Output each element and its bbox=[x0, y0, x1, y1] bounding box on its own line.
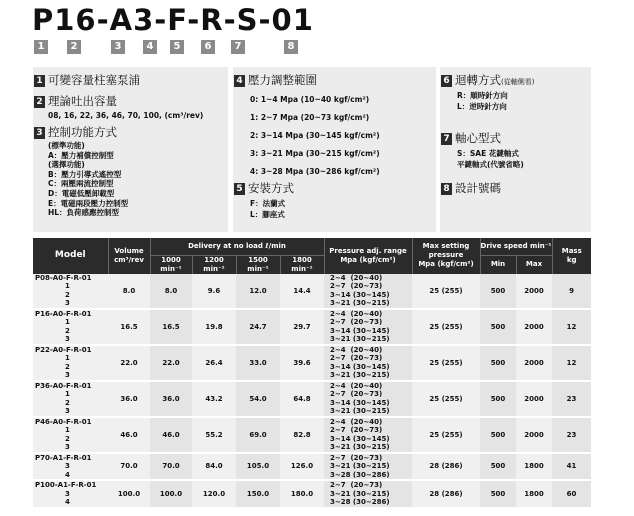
section-title: 軸心型式 bbox=[455, 131, 501, 145]
section-number: 6 bbox=[441, 75, 452, 87]
volume-cell: 16.5 bbox=[108, 309, 150, 345]
option-line: E：電磁兩段壓力控制型 bbox=[48, 198, 129, 208]
model-cell bbox=[33, 480, 108, 508]
model-code: 3 bbox=[65, 489, 70, 498]
model-code: P70-A1-F-R-01 bbox=[35, 453, 92, 462]
model-cell bbox=[33, 417, 108, 453]
option-line: L：逆時針方向 bbox=[457, 102, 507, 111]
code-position-2: 2 bbox=[67, 40, 81, 54]
max-pressure-cell: 25 (255) bbox=[412, 309, 480, 345]
model-code-title: P16-A3-F-R-S-01 bbox=[32, 3, 314, 37]
header-rpm-1500: 1500 min⁻¹ bbox=[236, 255, 280, 274]
option-line: 2: 3~14 Mpa (30~145 kgf/cm²) bbox=[250, 131, 380, 140]
section-title: 迴轉方式 bbox=[455, 73, 501, 87]
model-code: 2 bbox=[65, 434, 70, 443]
option-line: 1: 2~7 Mpa (20~73 kgf/cm²) bbox=[250, 113, 370, 122]
pressure-range: 2~7 (20~73) bbox=[330, 453, 383, 462]
code-position-7: 7 bbox=[231, 40, 245, 54]
speed-min-cell: 500 bbox=[480, 453, 516, 481]
speed-max-cell: 2000 bbox=[516, 417, 552, 453]
option-line: (選擇功能) bbox=[48, 160, 85, 170]
section-number: 2 bbox=[34, 96, 45, 108]
table-row bbox=[33, 453, 591, 481]
model-code: P22-A0-F-R-01 bbox=[35, 345, 92, 354]
speed-min-cell: 500 bbox=[480, 274, 516, 309]
header-pressure-range: Pressure adj. range Mpa (kgf/cm²) bbox=[324, 238, 412, 274]
delivery-1000-cell: 36.0 bbox=[150, 381, 192, 417]
delivery-1500-cell: 105.0 bbox=[236, 453, 280, 481]
header-drive-speed: Drive speed min⁻¹ bbox=[480, 238, 552, 255]
delivery-1800-cell: 14.4 bbox=[280, 274, 324, 309]
delivery-1200-cell: 26.4 bbox=[192, 345, 236, 381]
speed-min-cell: 500 bbox=[480, 345, 516, 381]
model-code: 2 bbox=[65, 398, 70, 407]
section-number: 3 bbox=[34, 127, 45, 139]
table-row bbox=[33, 309, 591, 345]
code-position-8: 8 bbox=[284, 40, 298, 54]
pressure-range: 3~28 (30~286) bbox=[330, 498, 390, 506]
model-code: 2 bbox=[65, 362, 70, 371]
volume-cell: 8.0 bbox=[108, 274, 150, 309]
pressure-range-cell bbox=[324, 345, 412, 381]
max-pressure-cell: 25 (255) bbox=[412, 274, 480, 309]
option-line: 4: 3~28 Mpa (30~286 kgf/cm²) bbox=[250, 167, 380, 176]
delivery-1000-cell: 22.0 bbox=[150, 345, 192, 381]
header-volume: Volume cm³/rev bbox=[108, 238, 150, 274]
delivery-1000-cell: 46.0 bbox=[150, 417, 192, 453]
pressure-range: 2~7 (20~73) bbox=[330, 282, 383, 290]
speed-max-cell: 1800 bbox=[516, 480, 552, 508]
mounting-options bbox=[234, 198, 294, 220]
option-line: F：法蘭式 bbox=[250, 199, 286, 208]
pressure-range-cell bbox=[324, 417, 412, 453]
speed-max-cell: 1800 bbox=[516, 453, 552, 481]
section-note: (從軸側看) bbox=[501, 78, 535, 86]
pressure-range: 2~4 (20~40) bbox=[330, 273, 383, 282]
delivery-1500-cell: 24.7 bbox=[236, 309, 280, 345]
model-code: 1 bbox=[65, 354, 70, 362]
header-speed-max: Max bbox=[516, 255, 552, 274]
delivery-1800-cell: 180.0 bbox=[280, 480, 324, 508]
pressure-range: 3~21 (30~215) bbox=[330, 371, 390, 379]
model-code: 3 bbox=[65, 371, 70, 379]
delivery-1000-cell: 100.0 bbox=[150, 480, 192, 508]
max-pressure-cell: 25 (255) bbox=[412, 381, 480, 417]
volume-cell: 100.0 bbox=[108, 480, 150, 508]
header-delivery: Delivery at no load ℓ/min bbox=[150, 238, 324, 255]
model-code: 1 bbox=[65, 426, 70, 434]
model-code: 1 bbox=[65, 282, 70, 290]
pressure-range-cell bbox=[324, 480, 412, 508]
pressure-range-cell bbox=[324, 453, 412, 481]
pressure-range: 3~21 (30~215) bbox=[330, 489, 390, 498]
header-speed-min: Min bbox=[480, 255, 516, 274]
volume-cell: 22.0 bbox=[108, 345, 150, 381]
delivery-1000-cell: 16.5 bbox=[150, 309, 192, 345]
delivery-1800-cell: 82.8 bbox=[280, 417, 324, 453]
pressure-range: 2~7 (20~73) bbox=[330, 354, 383, 362]
pressure-range-cell bbox=[324, 381, 412, 417]
pressure-range: 2~4 (20~40) bbox=[330, 381, 383, 390]
model-code: 3 bbox=[65, 462, 70, 470]
table-row bbox=[33, 345, 591, 381]
delivery-1200-cell: 55.2 bbox=[192, 417, 236, 453]
pressure-range: 3~14 (30~145) bbox=[330, 398, 390, 407]
model-code: 2 bbox=[65, 290, 70, 299]
pressure-range: 3~21 (30~215) bbox=[330, 407, 390, 415]
model-code: 4 bbox=[65, 498, 70, 506]
section-title: 可變容量柱塞泵浦 bbox=[48, 73, 140, 87]
section-number: 8 bbox=[441, 183, 452, 195]
pressure-range-cell bbox=[324, 309, 412, 345]
delivery-1800-cell: 64.8 bbox=[280, 381, 324, 417]
mass-cell: 23 bbox=[552, 381, 591, 417]
max-pressure-cell: 25 (255) bbox=[412, 345, 480, 381]
speed-max-cell: 2000 bbox=[516, 309, 552, 345]
volume-list: 08, 16, 22, 36, 46, 70, 100, (cm³/rev) bbox=[48, 111, 204, 120]
option-line: (標準功能) bbox=[48, 141, 85, 150]
model-code: 1 bbox=[65, 318, 70, 326]
mass-cell: 23 bbox=[552, 417, 591, 453]
model-code: 3 bbox=[65, 443, 70, 451]
code-position-5: 5 bbox=[170, 40, 184, 54]
option-line: L：腳座式 bbox=[250, 210, 285, 219]
shaft-options bbox=[441, 148, 524, 170]
max-pressure-cell: 28 (286) bbox=[412, 453, 480, 481]
header-rpm-1000: 1000 min⁻¹ bbox=[150, 255, 192, 274]
delivery-1500-cell: 33.0 bbox=[236, 345, 280, 381]
model-cell bbox=[33, 274, 108, 309]
max-pressure-cell: 25 (255) bbox=[412, 417, 480, 453]
table-row bbox=[33, 480, 591, 508]
option-line: C：兩壓兩流控制型 bbox=[48, 179, 114, 189]
spec-table bbox=[33, 238, 591, 509]
pressure-range-cell bbox=[324, 274, 412, 309]
pressure-range: 2~4 (20~40) bbox=[330, 345, 383, 354]
option-line: 平鍵軸式(代號省略) bbox=[457, 160, 524, 169]
pressure-range: 2~7 (20~73) bbox=[330, 318, 383, 326]
section-3 bbox=[34, 124, 128, 218]
section-7 bbox=[441, 130, 524, 170]
delivery-1500-cell: 12.0 bbox=[236, 274, 280, 309]
code-position-6: 6 bbox=[201, 40, 215, 54]
speed-max-cell: 2000 bbox=[516, 345, 552, 381]
option-line: R：順時針方向 bbox=[457, 91, 508, 100]
pressure-range: 3~14 (30~145) bbox=[330, 434, 390, 443]
volume-cell: 36.0 bbox=[108, 381, 150, 417]
control-options bbox=[34, 141, 128, 218]
model-cell bbox=[33, 381, 108, 417]
model-code: P36-A0-F-R-01 bbox=[35, 381, 92, 390]
table-row bbox=[33, 381, 591, 417]
speed-max-cell: 2000 bbox=[516, 381, 552, 417]
pressure-range: 2~7 (20~73) bbox=[330, 390, 383, 398]
section-4 bbox=[234, 72, 380, 181]
code-position-3: 3 bbox=[111, 40, 125, 54]
section-number: 5 bbox=[234, 183, 245, 195]
pressure-range: 3~21 (30~215) bbox=[330, 335, 390, 343]
delivery-1500-cell: 54.0 bbox=[236, 381, 280, 417]
pressure-ranges bbox=[234, 91, 380, 181]
mass-cell: 60 bbox=[552, 480, 591, 508]
delivery-1000-cell: 8.0 bbox=[150, 274, 192, 309]
delivery-1200-cell: 120.0 bbox=[192, 480, 236, 508]
mass-cell: 41 bbox=[552, 453, 591, 481]
section-title: 設計號碼 bbox=[455, 181, 501, 195]
option-line: A：壓力補償控制型 bbox=[48, 150, 114, 160]
model-code: 1 bbox=[65, 390, 70, 398]
model-code: P46-A0-F-R-01 bbox=[35, 417, 92, 426]
section-title: 壓力調整範圍 bbox=[248, 73, 317, 87]
max-pressure-cell: 28 (286) bbox=[412, 480, 480, 508]
delivery-1200-cell: 43.2 bbox=[192, 381, 236, 417]
pressure-range: 3~21 (30~215) bbox=[330, 443, 390, 451]
pressure-range: 3~14 (30~145) bbox=[330, 362, 390, 371]
model-cell bbox=[33, 309, 108, 345]
section-title: 理論吐出容量 bbox=[48, 94, 117, 108]
section-number: 4 bbox=[234, 75, 245, 87]
delivery-1800-cell: 39.6 bbox=[280, 345, 324, 381]
model-code: P16-A0-F-R-01 bbox=[35, 309, 92, 318]
pressure-range: 3~21 (30~215) bbox=[330, 299, 390, 307]
model-code: 4 bbox=[65, 470, 70, 479]
section-2 bbox=[34, 93, 203, 121]
model-code: 3 bbox=[65, 407, 70, 415]
pressure-range: 3~21 (30~215) bbox=[330, 462, 390, 470]
section-8 bbox=[441, 180, 501, 196]
model-code: 3 bbox=[65, 299, 70, 307]
model-code: P08-A0-F-R-01 bbox=[35, 273, 92, 282]
delivery-1500-cell: 69.0 bbox=[236, 417, 280, 453]
header-mass: Mass kg bbox=[552, 238, 591, 274]
model-code: 2 bbox=[65, 326, 70, 335]
speed-min-cell: 500 bbox=[480, 417, 516, 453]
header-model: Model bbox=[33, 238, 108, 274]
mass-cell: 9 bbox=[552, 274, 591, 309]
section-number: 1 bbox=[34, 75, 45, 87]
header-max-pressure: Max setting pressure Mpa (kgf/cm²) bbox=[412, 238, 480, 274]
option-line: S：SAE 花鍵軸式 bbox=[457, 149, 519, 158]
pressure-range: 2~7 (20~73) bbox=[330, 481, 383, 489]
pressure-range: 3~14 (30~145) bbox=[330, 326, 390, 335]
speed-min-cell: 500 bbox=[480, 309, 516, 345]
pressure-range: 2~4 (20~40) bbox=[330, 417, 383, 426]
pressure-range: 3~14 (30~145) bbox=[330, 290, 390, 299]
table-row bbox=[33, 417, 591, 453]
model-code: P100-A1-F-R-01 bbox=[35, 481, 97, 489]
delivery-1200-cell: 84.0 bbox=[192, 453, 236, 481]
option-line: D：電磁低壓卸載型 bbox=[48, 188, 115, 198]
rotation-options bbox=[441, 90, 534, 112]
speed-min-cell: 500 bbox=[480, 480, 516, 508]
delivery-1000-cell: 70.0 bbox=[150, 453, 192, 481]
section-5 bbox=[234, 180, 294, 220]
delivery-1200-cell: 19.8 bbox=[192, 309, 236, 345]
section-1 bbox=[34, 72, 140, 88]
option-line: 0: 1~4 Mpa (10~40 kgf/cm²) bbox=[250, 95, 370, 104]
section-title: 控制功能方式 bbox=[48, 125, 117, 139]
volume-cell: 46.0 bbox=[108, 417, 150, 453]
speed-min-cell: 500 bbox=[480, 381, 516, 417]
code-position-4: 4 bbox=[143, 40, 157, 54]
delivery-1800-cell: 126.0 bbox=[280, 453, 324, 481]
mass-cell: 12 bbox=[552, 345, 591, 381]
table-row bbox=[33, 274, 591, 309]
delivery-1200-cell: 9.6 bbox=[192, 274, 236, 309]
option-line: HL：負荷感應控制型 bbox=[48, 208, 120, 218]
delivery-1500-cell: 150.0 bbox=[236, 480, 280, 508]
code-position-1: 1 bbox=[34, 40, 48, 54]
spec-table-body bbox=[33, 274, 591, 508]
option-line: 3: 3~21 Mpa (30~215 kgf/cm²) bbox=[250, 149, 380, 158]
volume-cell: 70.0 bbox=[108, 453, 150, 481]
delivery-1800-cell: 29.7 bbox=[280, 309, 324, 345]
header-rpm-1800: 1800 min⁻¹ bbox=[280, 255, 324, 274]
section-number: 7 bbox=[441, 133, 452, 145]
option-line: B：壓力引導式遙控型 bbox=[48, 169, 122, 179]
model-code: 3 bbox=[65, 335, 70, 343]
header-rpm-1200: 1200 min⁻¹ bbox=[192, 255, 236, 274]
pressure-range: 2~4 (20~40) bbox=[330, 309, 383, 318]
model-cell bbox=[33, 345, 108, 381]
section-6 bbox=[441, 72, 534, 112]
pressure-range: 3~28 (30~286) bbox=[330, 470, 390, 479]
speed-max-cell: 2000 bbox=[516, 274, 552, 309]
pressure-range: 2~7 (20~73) bbox=[330, 426, 383, 434]
section-title: 安裝方式 bbox=[248, 181, 294, 195]
model-cell bbox=[33, 453, 108, 481]
mass-cell: 12 bbox=[552, 309, 591, 345]
